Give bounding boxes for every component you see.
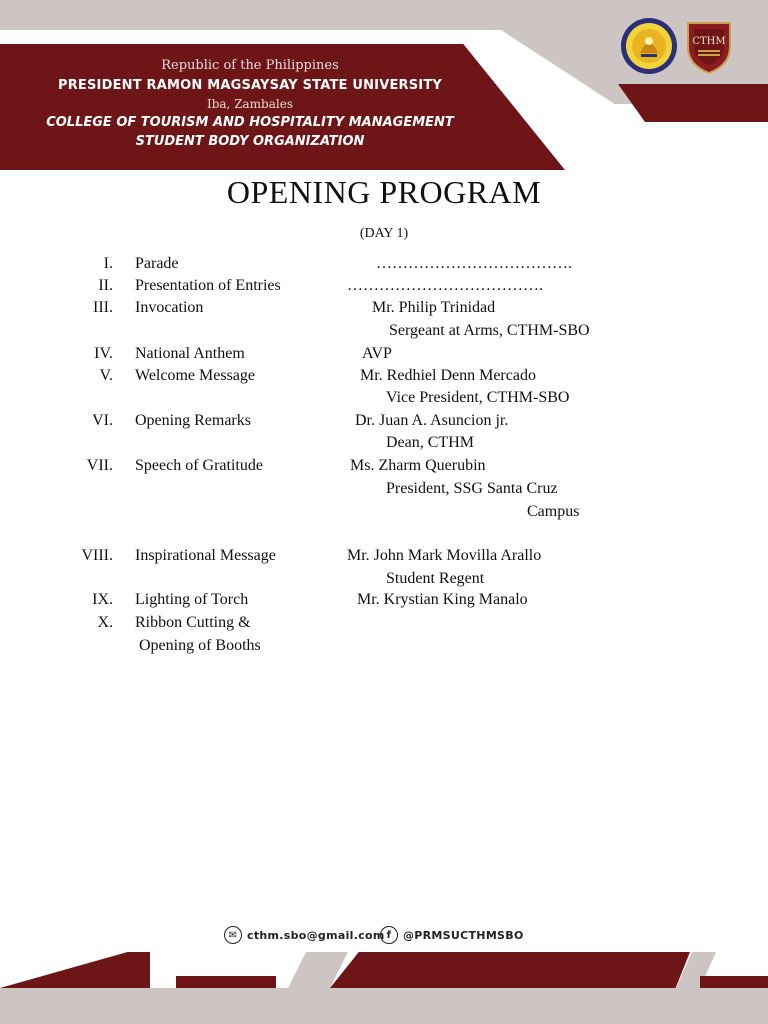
envelope-icon: ✉: [224, 926, 242, 944]
program-item-detail: Student Regent: [386, 570, 485, 587]
cthm-shield-logo: [680, 17, 738, 75]
program-item-label: Ribbon Cutting &: [135, 614, 251, 631]
program-item-label: Welcome Message: [135, 367, 255, 384]
footer-email[interactable]: [224, 925, 385, 945]
program-number: VII.: [86, 457, 113, 474]
program-item-label: Parade: [135, 255, 179, 272]
program-number: V.: [99, 367, 113, 384]
facebook-icon: f: [380, 926, 398, 944]
footer-maroon-segment: [700, 976, 768, 988]
page-subtitle: (DAY 1): [359, 226, 409, 241]
header-university: PRESIDENT RAMON MAGSAYSAY STATE UNIVERSITY: [57, 78, 443, 93]
header-college: COLLEGE OF TOURISM AND HOSPITALITY MANAGEMENT: [46, 115, 454, 130]
program-number: II.: [98, 277, 113, 294]
footer-gray-band: [0, 988, 768, 1024]
footer-email-text: cthm.sbo@gmail.com: [247, 928, 385, 942]
program-number: III.: [93, 299, 113, 316]
program-item-label: National Anthem: [135, 345, 245, 362]
program-item-label-continued: Opening of Booths: [139, 637, 261, 654]
program-number: I.: [103, 255, 113, 272]
program-number: IX.: [92, 591, 113, 608]
program-number: IV.: [94, 345, 113, 362]
footer-maroon-segment: [176, 976, 276, 988]
footer-maroon-segment: [0, 952, 150, 988]
footer-facebook-text: @PRMSUCTHMSBO: [403, 928, 524, 942]
program-number: X.: [97, 614, 113, 631]
program-item-detail: President, SSG Santa Cruz: [386, 480, 558, 497]
header-republic: Republic of the Philippines: [161, 58, 339, 73]
page-title: OPENING PROGRAM: [226, 174, 542, 210]
program-item-label: Speech of Gratitude: [135, 457, 263, 474]
header-organization: STUDENT BODY ORGANIZATION: [135, 134, 365, 149]
program-item-detail: Ms. Zharm Querubin: [350, 457, 486, 474]
footer-maroon-segment: [330, 952, 690, 988]
program-item-detail: Mr. Redhiel Denn Mercado: [360, 367, 536, 384]
header-maroon-accent: [618, 84, 768, 122]
footer-facebook[interactable]: [380, 925, 524, 945]
program-item-detail: ……………………………….: [376, 255, 572, 272]
program-item-label: Invocation: [135, 299, 204, 316]
program-item-label: Lighting of Torch: [135, 591, 249, 608]
prmsu-seal-logo: [620, 17, 678, 75]
program-item-detail: Mr. Philip Trinidad: [372, 299, 496, 316]
program-item-detail: Mr. John Mark Movilla Arallo: [347, 547, 542, 564]
program-item-detail: Dean, CTHM: [386, 434, 474, 451]
cthm-logo-text: CTHM: [692, 36, 726, 47]
program-item-detail: AVP: [362, 345, 392, 362]
header-location: Iba, Zambales: [206, 97, 293, 111]
program-number: VI.: [92, 412, 113, 429]
program-item-label: Opening Remarks: [135, 412, 251, 429]
program-item-detail: Mr. Krystian King Manalo: [357, 591, 528, 608]
program-number: VIII.: [81, 547, 113, 564]
program-item-detail: Vice President, CTHM-SBO: [386, 389, 570, 406]
program-item-label: Presentation of Entries: [135, 277, 281, 294]
program-item-detail: ……………………………….: [347, 277, 543, 294]
program-item-detail: Sergeant at Arms, CTHM-SBO: [389, 322, 590, 339]
program-item-detail: Campus: [527, 503, 580, 520]
program-item-detail: Dr. Juan A. Asuncion jr.: [355, 412, 509, 429]
program-item-label: Inspirational Message: [135, 547, 276, 564]
